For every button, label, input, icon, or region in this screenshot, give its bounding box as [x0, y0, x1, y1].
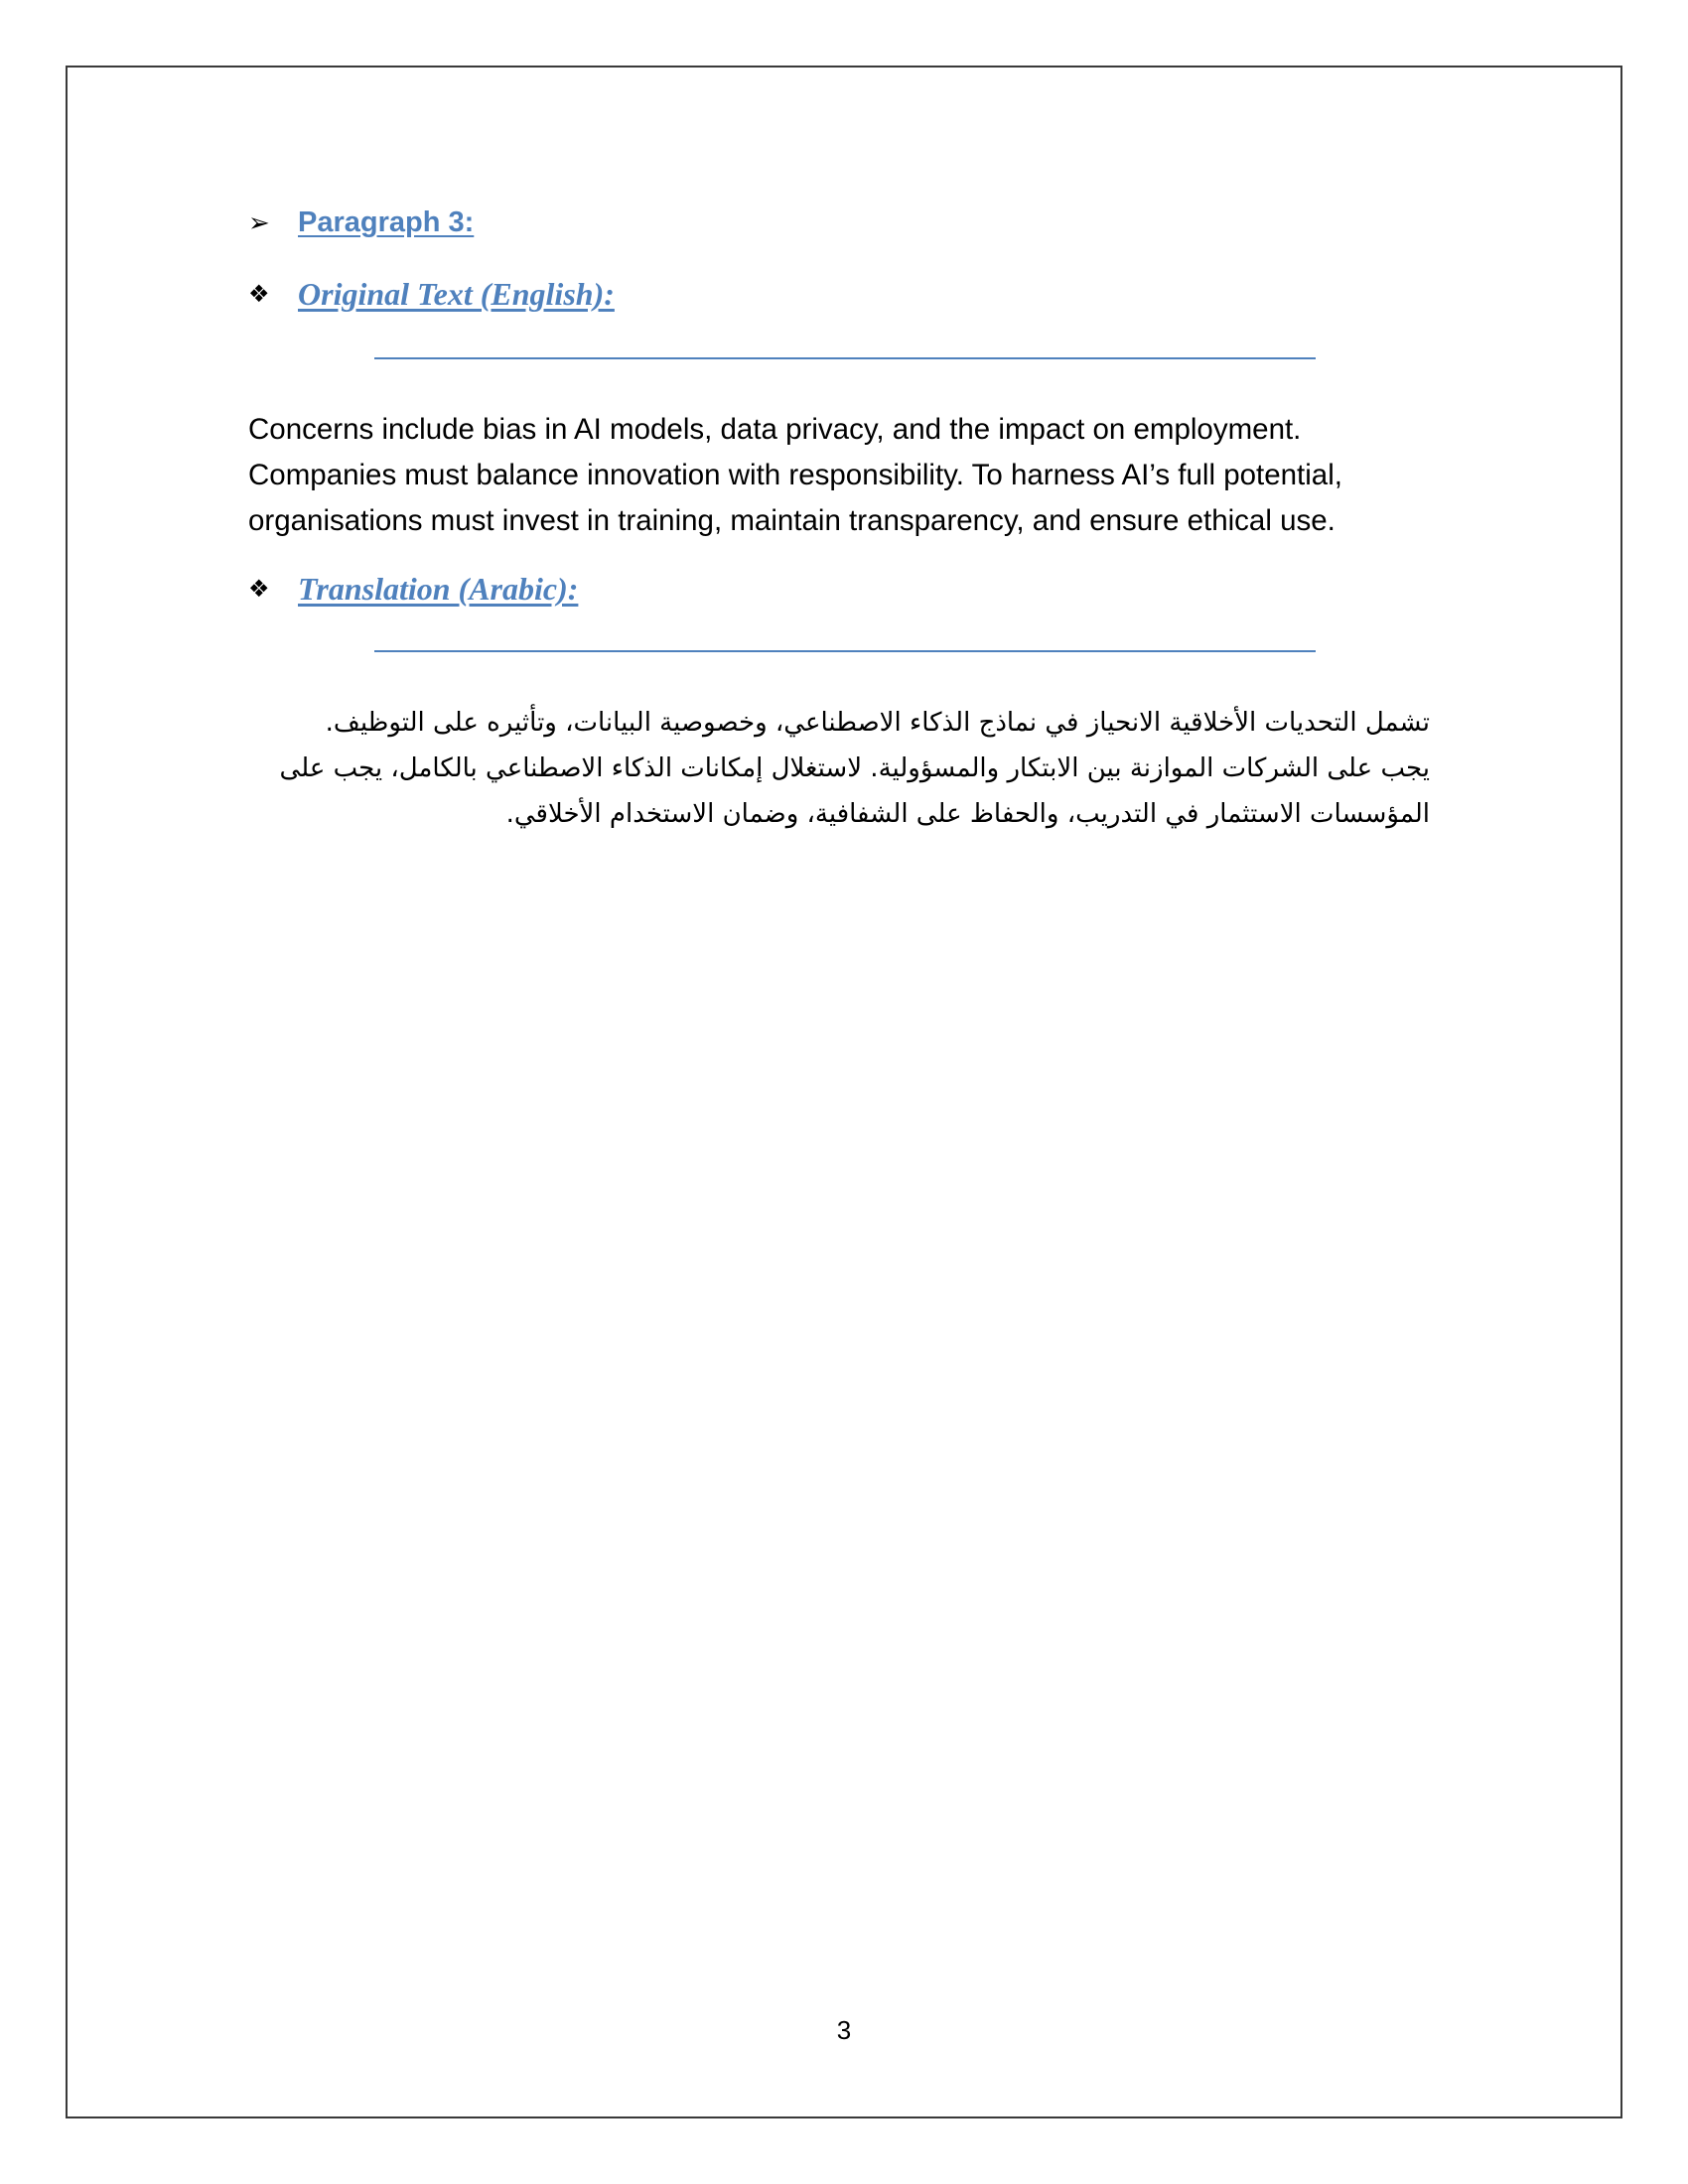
- arabic-line: المؤسسات الاستثمار في التدريب، والحفاظ على الشفافية، وضمان الاستخدام الأخلاقي.: [505, 799, 1430, 829]
- arabic-line: تشمل التحديات الأخلاقية الانحياز في نماذج الذكاء الاصطناعي، وخصوصية البيانات، وتأثيره على التوظيف.: [325, 708, 1430, 738]
- arrow-bullet-icon: ➢: [248, 207, 270, 237]
- paragraph-heading: [248, 206, 474, 239]
- diamond-bullet-icon: ❖: [248, 281, 270, 308]
- translation-heading: [248, 571, 578, 608]
- paragraph-heading-text: Paragraph 3:: [298, 206, 475, 238]
- separator-line: [374, 650, 1316, 652]
- english-line: Companies must balance innovation with responsibility. To harness AI’s full potential,: [248, 459, 1342, 491]
- diamond-bullet-icon: ❖: [248, 576, 270, 603]
- page-border: [66, 66, 1622, 2118]
- original-text-heading: [248, 276, 615, 313]
- arabic-paragraph: [268, 700, 1430, 837]
- english-line: organisations must invest in training, maintain transparency, and ensure ethical use.: [248, 504, 1336, 537]
- arabic-line: يجب على الشركات الموازنة بين الابتكار والمسؤولية. لاستغلال إمكانات الذكاء الاصطناعي بالكامل، يجب على: [279, 753, 1430, 783]
- english-paragraph: [248, 407, 1440, 544]
- page-number: 3: [836, 2015, 852, 2045]
- original-text-heading-text: Original Text (English):: [298, 276, 615, 312]
- translation-heading-text: Translation (Arabic):: [298, 571, 579, 607]
- english-line: Concerns include bias in AI models, data privacy, and the impact on employment.: [248, 413, 1302, 446]
- separator-line: [374, 357, 1316, 359]
